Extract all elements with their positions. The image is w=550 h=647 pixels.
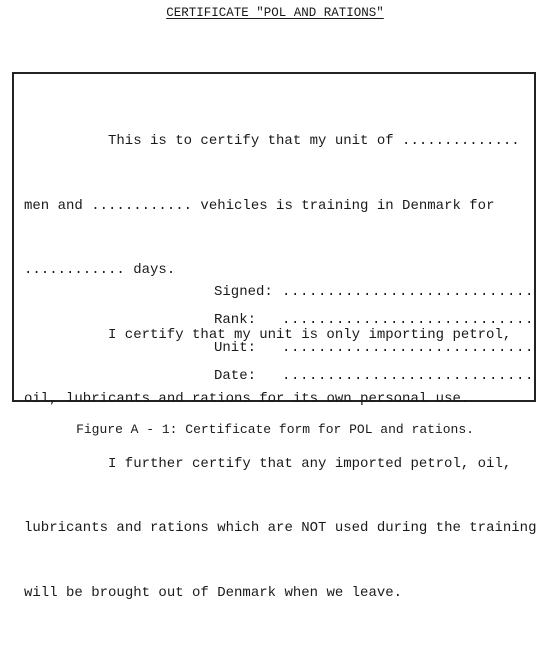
- signed-label: Signed:: [214, 284, 273, 300]
- signature-block: [214, 278, 534, 390]
- unit-field: [214, 334, 534, 362]
- date-field: [214, 362, 534, 390]
- date-label: Date:: [214, 368, 257, 384]
- paragraph-1-line-1: This is to certify that my unit of ..............: [108, 133, 520, 149]
- paragraph-3-line-1: I further certify that any imported petrol, oil,: [108, 455, 512, 472]
- signed-field: [214, 278, 534, 306]
- paragraph-3-line-3: will be brought out of Denmark when we leave.: [24, 584, 403, 601]
- paragraph-1-line-2: men and ............ vehicles is training in Denmark for: [24, 197, 495, 214]
- unit-blank: ............................: [281, 340, 534, 356]
- date-blank: ............................: [281, 368, 534, 384]
- rank-field: [214, 306, 534, 334]
- paragraph-3-line-2: lubricants and rations which are NOT used during the training: [24, 520, 537, 536]
- certificate-title: CERTIFICATE "POL AND RATIONS": [166, 6, 384, 20]
- paragraph-1-line-3: ............ days.: [24, 262, 176, 278]
- paragraph-2-line-2: oil, lubricants and rations for its own personal use.: [24, 391, 470, 407]
- rank-blank: ............................: [281, 312, 534, 328]
- rank-label: Rank:: [214, 312, 257, 328]
- signed-blank: ............................: [281, 284, 534, 300]
- unit-label: Unit:: [214, 340, 257, 356]
- figure-caption: Figure A - 1: Certificate form for POL and rations.: [76, 422, 474, 437]
- paragraph-2-line-1: I certify that my unit is only importing petrol,: [108, 326, 512, 343]
